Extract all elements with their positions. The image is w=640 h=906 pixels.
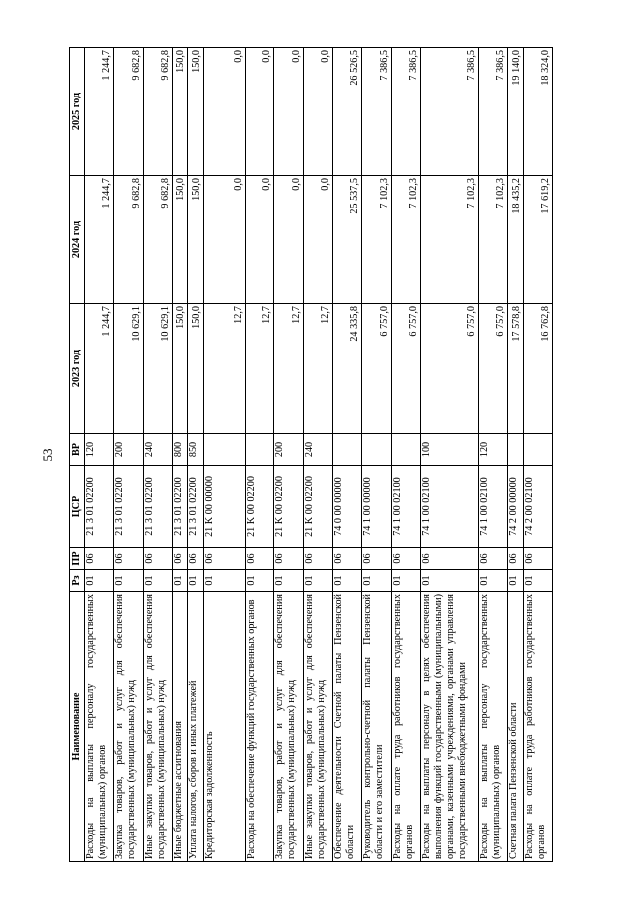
- cell-pr: 06: [362, 548, 391, 570]
- cell-pr: 06: [173, 548, 188, 570]
- cell-2024: 7 102,3: [362, 176, 391, 304]
- cell-2024: 0,0: [246, 176, 274, 304]
- cell-2024: 9 682,8: [143, 176, 172, 304]
- cell-csr: 21 3 01 02200: [143, 466, 172, 548]
- cell-vr: 240: [143, 434, 172, 466]
- cell-pr: 06: [274, 548, 303, 570]
- table-row: [391, 48, 420, 862]
- cell-name: Расходы на оплате труда работников государственных органов: [523, 592, 552, 862]
- cell-2024: 0,0: [203, 176, 245, 304]
- cell-pr: 06: [85, 548, 114, 570]
- cell-rz: 01: [508, 570, 523, 592]
- cell-rz: 01: [333, 570, 362, 592]
- table-header-row: [70, 48, 85, 862]
- cell-2025: 1 244,7: [85, 48, 114, 176]
- cell-csr: 74 2 00 02100: [523, 466, 552, 548]
- header-name: Наименование: [70, 592, 85, 862]
- cell-vr: [523, 434, 552, 466]
- cell-2024: 1 244,7: [85, 176, 114, 304]
- cell-2024: 7 102,3: [478, 176, 507, 304]
- cell-2025: 7 386,5: [391, 48, 420, 176]
- cell-vr: 120: [478, 434, 507, 466]
- header-pr: ПР: [70, 548, 85, 570]
- cell-2023: 1 244,7: [85, 304, 114, 434]
- cell-rz: 01: [114, 570, 143, 592]
- cell-2025: 0,0: [274, 48, 303, 176]
- cell-2023: 12,7: [203, 304, 245, 434]
- cell-csr: 21 3 01 02200: [173, 466, 188, 548]
- cell-2023: 150,0: [188, 304, 203, 434]
- cell-2023: 10 629,1: [114, 304, 143, 434]
- cell-2023: 6 757,0: [421, 304, 479, 434]
- cell-2023: 12,7: [303, 304, 332, 434]
- cell-name: Закупка товаров, работ и услуг для обеспечения государственных (муниципальных) нужд: [114, 592, 143, 862]
- cell-vr: 200: [114, 434, 143, 466]
- cell-2024: 9 682,8: [114, 176, 143, 304]
- cell-2025: 19 140,0: [508, 48, 523, 176]
- cell-vr: [246, 434, 274, 466]
- cell-rz: 01: [478, 570, 507, 592]
- cell-2024: 7 102,3: [391, 176, 420, 304]
- cell-name: Расходы на оплате труда работников государственных органов: [391, 592, 420, 862]
- header-rz: Рз: [70, 570, 85, 592]
- header-csr: ЦСР: [70, 466, 85, 548]
- cell-name: Иные бюджетные ассигнования: [173, 592, 188, 862]
- table-row: [188, 48, 203, 862]
- page-number: 53: [40, 448, 55, 462]
- cell-csr: 21 K 00 02200: [246, 466, 274, 548]
- cell-2025: 150,0: [188, 48, 203, 176]
- cell-name: Расходы на выплаты персоналу государственных (муниципальных) органов: [85, 592, 114, 862]
- table-row: [421, 48, 479, 862]
- table-wrapper: [69, 48, 553, 862]
- cell-pr: 06: [303, 548, 332, 570]
- header-2023: 2023 год: [70, 304, 85, 434]
- cell-vr: [508, 434, 523, 466]
- cell-2025: 7 386,5: [421, 48, 479, 176]
- cell-2024: 18 435,2: [508, 176, 523, 304]
- cell-2025: 7 386,5: [478, 48, 507, 176]
- cell-rz: 01: [421, 570, 479, 592]
- cell-rz: 01: [391, 570, 420, 592]
- table-row: [303, 48, 332, 862]
- cell-pr: 06: [203, 548, 245, 570]
- budget-table: [69, 47, 553, 862]
- cell-rz: 01: [85, 570, 114, 592]
- cell-pr: 06: [114, 548, 143, 570]
- cell-2025: 9 682,8: [143, 48, 172, 176]
- rotated-table-container: [69, 48, 553, 862]
- cell-2024: 150,0: [173, 176, 188, 304]
- cell-name: Обеспечение деятельности Счетной палаты Пензенской области: [333, 592, 362, 862]
- table-row: [143, 48, 172, 862]
- cell-vr: 120: [85, 434, 114, 466]
- cell-csr: 74 1 00 00000: [362, 466, 391, 548]
- cell-rz: 01: [188, 570, 203, 592]
- header-2025: 2025 год: [70, 48, 85, 176]
- cell-rz: 01: [246, 570, 274, 592]
- cell-2025: 150,0: [173, 48, 188, 176]
- cell-csr: 21 K 00 00000: [203, 466, 245, 548]
- cell-2023: 24 335,8: [333, 304, 362, 434]
- cell-vr: [203, 434, 245, 466]
- cell-2025: 26 526,5: [333, 48, 362, 176]
- cell-name: Иные закупки товаров, работ и услуг для обеспечения государственных (муниципальных) нужд: [143, 592, 172, 862]
- cell-2023: 6 757,0: [391, 304, 420, 434]
- cell-vr: [333, 434, 362, 466]
- cell-2024: 25 537,5: [333, 176, 362, 304]
- cell-pr: 06: [478, 548, 507, 570]
- cell-2024: 7 102,3: [421, 176, 479, 304]
- cell-csr: 74 1 00 02100: [421, 466, 479, 548]
- cell-vr: [362, 434, 391, 466]
- cell-name: Расходы на выплаты персоналу государственных (муниципальных) органов: [478, 592, 507, 862]
- cell-rz: 01: [274, 570, 303, 592]
- cell-2024: 0,0: [303, 176, 332, 304]
- cell-pr: 06: [143, 548, 172, 570]
- cell-pr: 06: [246, 548, 274, 570]
- cell-name: Расходы на обеспечение функций государственных органов: [246, 592, 274, 862]
- cell-csr: 74 1 00 02100: [478, 466, 507, 548]
- cell-rz: 01: [362, 570, 391, 592]
- cell-csr: 74 2 00 00000: [508, 466, 523, 548]
- cell-name: Руководитель контрольно-счетной палаты Пензенской области и его заместители: [362, 592, 391, 862]
- cell-2024: 0,0: [274, 176, 303, 304]
- cell-2023: 16 762,8: [523, 304, 552, 434]
- table-row: [173, 48, 188, 862]
- cell-vr: [391, 434, 420, 466]
- cell-vr: 200: [274, 434, 303, 466]
- cell-name: Кредиторская задолженность: [203, 592, 245, 862]
- cell-pr: 06: [421, 548, 479, 570]
- cell-2023: 6 757,0: [362, 304, 391, 434]
- table-row: [362, 48, 391, 862]
- cell-rz: 01: [203, 570, 245, 592]
- cell-pr: 06: [523, 548, 552, 570]
- cell-2023: 10 629,1: [143, 304, 172, 434]
- cell-pr: 06: [333, 548, 362, 570]
- table-row: [523, 48, 552, 862]
- table-body: [85, 48, 553, 862]
- table-row: [203, 48, 245, 862]
- table-row: [85, 48, 114, 862]
- table-row: [333, 48, 362, 862]
- cell-rz: 01: [523, 570, 552, 592]
- cell-vr: 800: [173, 434, 188, 466]
- cell-csr: 74 0 00 00000: [333, 466, 362, 548]
- cell-2024: 17 619,2: [523, 176, 552, 304]
- cell-2023: 17 578,8: [508, 304, 523, 434]
- cell-csr: 21 3 01 02200: [85, 466, 114, 548]
- cell-csr: 21 K 00 02200: [274, 466, 303, 548]
- cell-2025: 7 386,5: [362, 48, 391, 176]
- cell-2023: 150,0: [173, 304, 188, 434]
- table-row: [478, 48, 507, 862]
- cell-2023: 12,7: [274, 304, 303, 434]
- cell-csr: 21 3 01 02200: [114, 466, 143, 548]
- cell-rz: 01: [173, 570, 188, 592]
- cell-vr: 240: [303, 434, 332, 466]
- cell-pr: 06: [391, 548, 420, 570]
- cell-csr: 21 3 01 02200: [188, 466, 203, 548]
- cell-2025: 0,0: [203, 48, 245, 176]
- header-vr: ВР: [70, 434, 85, 466]
- cell-2025: 9 682,8: [114, 48, 143, 176]
- table-row: [274, 48, 303, 862]
- cell-name: Иные закупки товаров, работ и услуг для обеспечения государственных (муниципальных) нужд: [303, 592, 332, 862]
- header-2024: 2024 год: [70, 176, 85, 304]
- cell-2024: 150,0: [188, 176, 203, 304]
- table-row: [114, 48, 143, 862]
- cell-name: Уплата налогов, сборов и иных платежей: [188, 592, 203, 862]
- cell-name: Закупка товаров, работ и услуг для обеспечения государственных (муниципальных) нужд: [274, 592, 303, 862]
- cell-rz: 01: [303, 570, 332, 592]
- cell-vr: 850: [188, 434, 203, 466]
- cell-2025: 18 324,0: [523, 48, 552, 176]
- cell-2025: 0,0: [246, 48, 274, 176]
- cell-2025: 0,0: [303, 48, 332, 176]
- cell-rz: 01: [143, 570, 172, 592]
- cell-vr: 100: [421, 434, 479, 466]
- cell-name: Счетная палата Пензенской области: [508, 592, 523, 862]
- cell-pr: 06: [508, 548, 523, 570]
- cell-csr: 21 K 00 02200: [303, 466, 332, 548]
- cell-name: Расходы на выплаты персоналу в целях обеспечения выполнения функций государственными (муниципальными) органами, казенными учреждениями, органами управления государственными внебюджетными фондами: [421, 592, 479, 862]
- cell-csr: 74 1 00 02100: [391, 466, 420, 548]
- table-row: [508, 48, 523, 862]
- table-row: [246, 48, 274, 862]
- cell-2023: 12,7: [246, 304, 274, 434]
- cell-pr: 06: [188, 548, 203, 570]
- cell-2023: 6 757,0: [478, 304, 507, 434]
